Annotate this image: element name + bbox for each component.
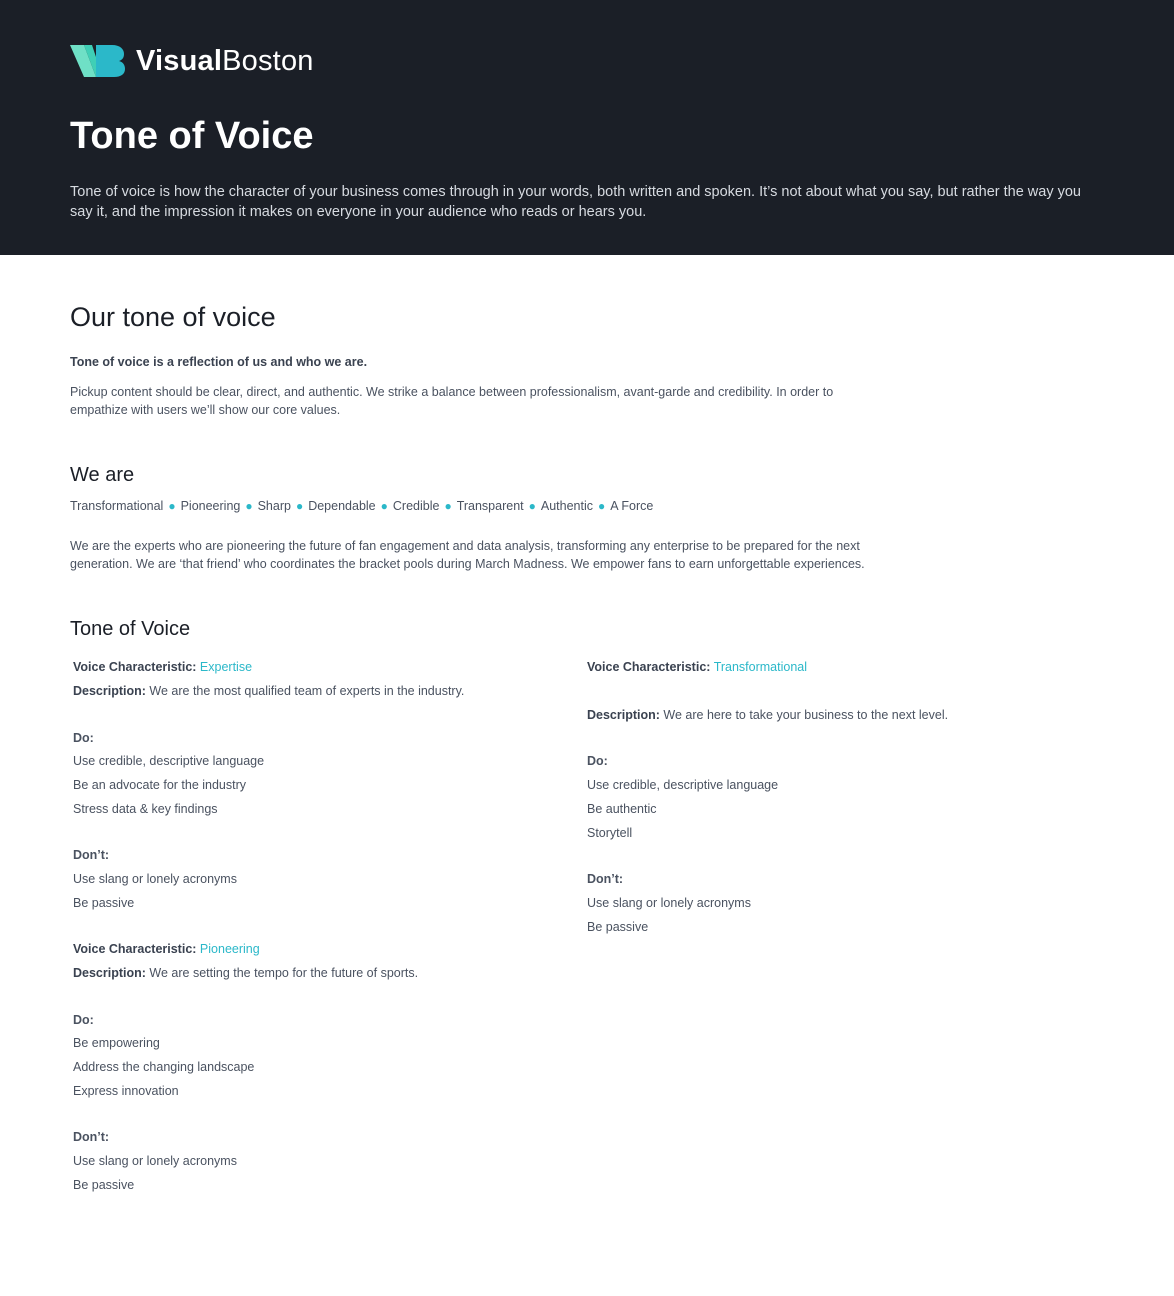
visualboston-logo-icon [70,43,126,79]
dont-item: Use slang or lonely acronyms [73,1154,237,1169]
brand-name-bold: Visual [136,44,223,77]
value-item: Authentic [540,499,593,514]
bullet-dot-icon: ● [528,499,536,514]
bullet-dot-icon: ● [598,499,606,514]
do-item: Express innovation [73,1084,179,1099]
tone-of-voice-heading: Tone of Voice [70,618,191,641]
do-label: Do: [587,754,608,769]
do-item: Stress data & key findings [73,802,218,817]
do-item: Be authentic [587,802,657,817]
do-item: Storytell [587,826,633,841]
characteristic-name: Expertise [199,660,253,675]
do-item: Use credible, descriptive language [73,754,265,769]
dont-item: Use slang or lonely acronyms [587,896,751,911]
our-tone-lead: Tone of voice is a reflection of us and who we are. [70,355,368,370]
do-item: Be empowering [73,1036,160,1051]
brand-logo[interactable] [70,42,1104,80]
characteristic-description: Description: We are here to take your business to the next level. [587,708,949,723]
characteristic-description: Description: We are the most qualified team of experts in the industry. [73,684,465,699]
value-item: Sharp [257,499,291,514]
value-item: A Force [610,499,654,514]
dont-label: Don’t: [73,1130,110,1145]
characteristic-name: Pioneering [199,942,260,957]
characteristics-column-right [587,655,1101,1197]
bullet-dot-icon: ● [245,499,253,514]
do-item: Address the changing landscape [73,1060,255,1075]
dont-label: Don’t: [73,848,110,863]
our-tone-body: Pickup content should be clear, direct, and authentic. We strike a balance between professionalism, avant-garde and credibility. In order to empathize with users we’ll show our core values. [70,385,834,418]
characteristic-title: Voice Characteristic: Pioneering [73,942,260,957]
core-values-list [70,499,1104,513]
value-item: Transformational [70,499,164,514]
page-title: Tone of Voice [70,115,314,157]
characteristic-title: Voice Characteristic: Expertise [73,660,253,675]
brand-name-regular: Boston [222,44,314,77]
characteristic-name: Transformational [713,660,808,675]
characteristic-description: Description: We are setting the tempo for the future of sports. [73,966,419,981]
hero-description: Tone of voice is how the character of your business comes through in your words, both written and spoken. It’s not about what you say, but rather the way you say it, and the impression it makes on everyone in your audience who reads or hears you. [70,183,1081,220]
dont-item: Be passive [73,896,135,911]
bullet-dot-icon: ● [444,499,452,514]
do-label: Do: [73,1013,94,1028]
dont-item: Be passive [73,1178,135,1193]
do-label: Do: [73,731,94,746]
bullet-dot-icon: ● [168,499,176,514]
dont-item: Be passive [587,920,649,935]
value-item: Dependable [308,499,376,514]
our-tone-heading: Our tone of voice [70,302,276,332]
do-item: Use credible, descriptive language [587,778,779,793]
main-content [0,301,1174,1197]
we-are-body: We are the experts who are pioneering the future of fan engagement and data analysis, transforming any enterprise to be prepared for the next generation. We are ‘that friend’ who coordinates the bracket pools during March Madness. We empower fans to earn unforgettable experiences. [70,539,865,572]
dont-label: Don’t: [587,872,624,887]
value-item: Pioneering [180,499,241,514]
we-are-heading: We are [70,464,135,487]
value-item: Credible [392,499,440,514]
do-item: Be an advocate for the industry [73,778,247,793]
bullet-dot-icon: ● [380,499,388,514]
value-item: Transparent [456,499,524,514]
hero-banner [0,0,1174,255]
tone-characteristics [70,655,1104,1197]
bullet-dot-icon: ● [295,499,304,514]
dont-item: Use slang or lonely acronyms [73,872,237,887]
characteristics-column-left [73,655,587,1197]
characteristic-title: Voice Characteristic: Transformational [587,660,808,675]
brand-name [136,45,314,78]
